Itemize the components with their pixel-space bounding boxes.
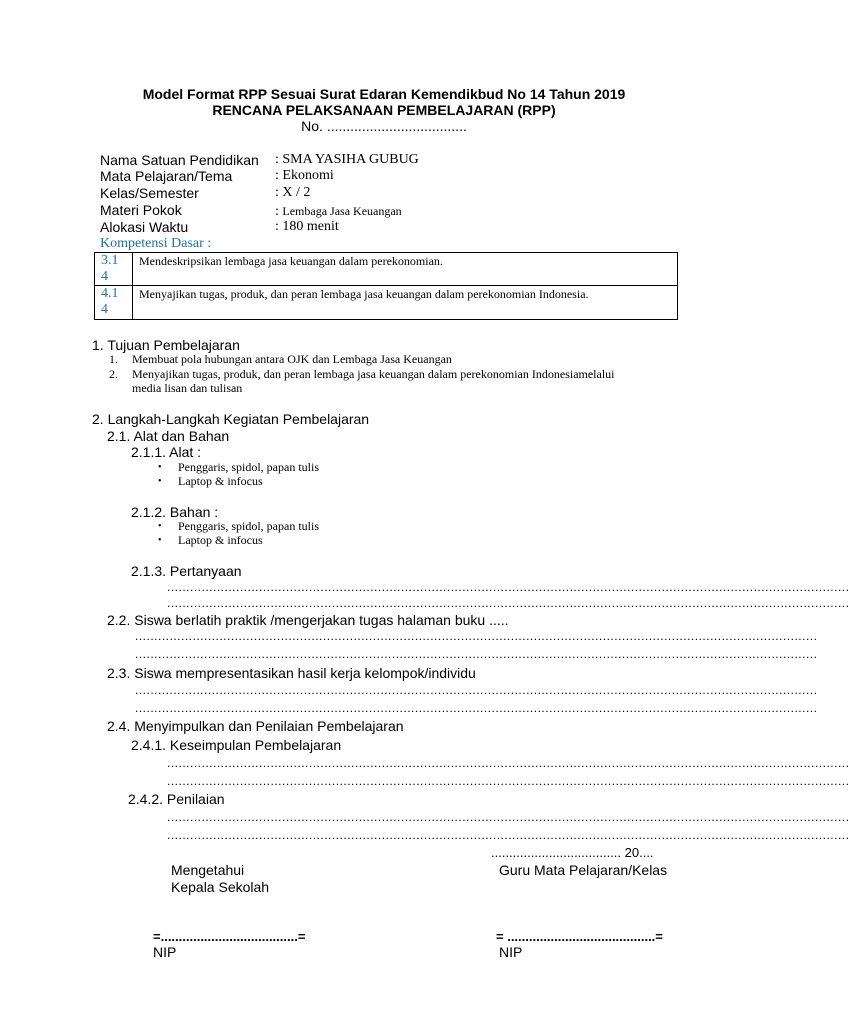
kd-number-a: 3.1 xyxy=(101,253,119,268)
tujuan-item-text: Menyajikan tugas, produk, dan peran lembaga jasa keuangan dalam perekonomian Indonesiamelalui xyxy=(132,367,615,381)
label-nama-satuan: Nama Satuan Pendidikan xyxy=(100,152,259,168)
dotted-line: .................................................................................................................................................................................. xyxy=(167,580,849,594)
label-materi-pokok: Materi Pokok xyxy=(100,202,182,218)
dotted-line: .................................................................................................................................................................................. xyxy=(167,774,849,788)
sign-left-title: Mengetahui xyxy=(171,862,245,878)
alat-heading: 2.1.1. Alat : xyxy=(131,444,202,460)
label-kelas-semester: Kelas/Semester xyxy=(100,185,199,201)
dotted-line: .................................................................................................................................................................................. xyxy=(135,683,818,697)
dotted-line: .................................................................................................................................................................................. xyxy=(135,629,818,643)
kd-text: Menyajikan tugas, produk, dan peran lembaga jasa keuangan dalam perekonomian Indonesia. xyxy=(133,286,678,320)
kompetensi-table xyxy=(94,252,678,320)
bullet-icon: • xyxy=(158,476,162,487)
dotted-line: .................................................................................................................................................................................. xyxy=(167,756,849,770)
materi-colon: : xyxy=(275,204,283,219)
kd-number-cell xyxy=(95,253,133,286)
kd-number-cell xyxy=(95,286,133,320)
kd-number-a: 4.1 xyxy=(101,286,119,301)
dotted-line: .................................................................................................................................................................................. xyxy=(167,810,849,824)
bahan-item: Laptop & infocus xyxy=(178,533,263,547)
kd-text: Mendeskripsikan lembaga jasa keuangan dalam perekonomian. xyxy=(133,253,678,286)
value-materi-pokok xyxy=(275,202,402,220)
doc-title-line1: Model Format RPP Sesuai Surat Edaran Kemendikbud No 14 Tahun 2019 xyxy=(142,86,626,102)
siswa-presentasi-heading: 2.3. Siswa mempresentasikan hasil kerja kelompok/individu xyxy=(107,665,476,681)
value-mata-pelajaran: : Ekonomi xyxy=(275,168,334,183)
dotted-line: .................................................................................................................................................................................. xyxy=(167,828,849,842)
value-alokasi-waktu: : 180 menit xyxy=(275,219,339,234)
label-alokasi-waktu: Alokasi Waktu xyxy=(100,219,189,235)
siswa-berlatih-heading: 2.2. Siswa berlatih praktik /mengerjakan tugas halaman buku ..... xyxy=(107,612,509,628)
pertanyaan-heading: 2.1.3. Pertanyaan xyxy=(131,563,242,579)
nip-right: NIP xyxy=(499,944,523,960)
penilaian-heading: 2.4.2. Penilaian xyxy=(128,791,225,807)
materi-text: Lembaga Jasa Keuangan xyxy=(282,204,402,218)
sign-right-name: = .........................................= xyxy=(496,929,663,944)
kd-number-b: 4 xyxy=(101,269,108,284)
sign-right-title: Guru Mata Pelajaran/Kelas xyxy=(499,862,668,878)
tujuan-item-num: 2. xyxy=(109,367,118,381)
value-nama-satuan: : SMA YASIHA GUBUG xyxy=(275,152,419,167)
sign-left-name: =......................................= xyxy=(153,929,306,944)
kesimpulan-heading: 2.4.1. Keseimpulan Pembelajaran xyxy=(131,737,342,753)
alat-item: Laptop & infocus xyxy=(178,474,263,488)
bullet-icon: • xyxy=(158,535,162,546)
dotted-line: .................................................................................................................................................................................. xyxy=(167,596,849,610)
value-kelas-semester: : X / 2 xyxy=(275,185,311,200)
tujuan-item-text: Membuat pola hubungan antara OJK dan Lembaga Jasa Keuangan xyxy=(132,352,452,366)
tujuan-item-text-cont: media lisan dan tulisan xyxy=(132,381,243,395)
kd-number-b: 4 xyxy=(101,302,108,317)
langkah-heading: 2. Langkah-Langkah Kegiatan Pembelajaran xyxy=(92,411,370,427)
doc-number: No. .................................... xyxy=(301,118,467,134)
nip-left: NIP xyxy=(153,944,177,960)
kompetensi-heading: Kompetensi Dasar : xyxy=(100,236,212,251)
bahan-item: Penggaris, spidol, papan tulis xyxy=(178,519,319,533)
alat-bahan-heading: 2.1. Alat dan Bahan xyxy=(107,428,230,444)
dotted-line: .................................................................................................................................................................................. xyxy=(135,701,818,715)
bahan-heading: 2.1.2. Bahan : xyxy=(131,504,219,520)
kompetensi-row xyxy=(95,286,678,320)
sign-date: .................................... 20.... xyxy=(491,845,654,860)
dotted-line: .................................................................................................................................................................................. xyxy=(135,647,818,661)
bullet-icon: • xyxy=(158,521,162,532)
label-mata-pelajaran: Mata Pelajaran/Tema xyxy=(100,168,233,184)
tujuan-heading: 1. Tujuan Pembelajaran xyxy=(92,337,240,353)
bullet-icon: • xyxy=(158,462,162,473)
kompetensi-row xyxy=(95,253,678,286)
sign-left-title2: Kepala Sekolah xyxy=(171,879,270,895)
menyimpulkan-heading: 2.4. Menyimpulkan dan Penilaian Pembelajaran xyxy=(107,718,404,734)
doc-title-line2: RENCANA PELAKSANAAN PEMBELAJARAN (RPP) xyxy=(212,102,556,118)
alat-item: Penggaris, spidol, papan tulis xyxy=(178,460,319,474)
tujuan-item-num: 1. xyxy=(109,352,118,366)
